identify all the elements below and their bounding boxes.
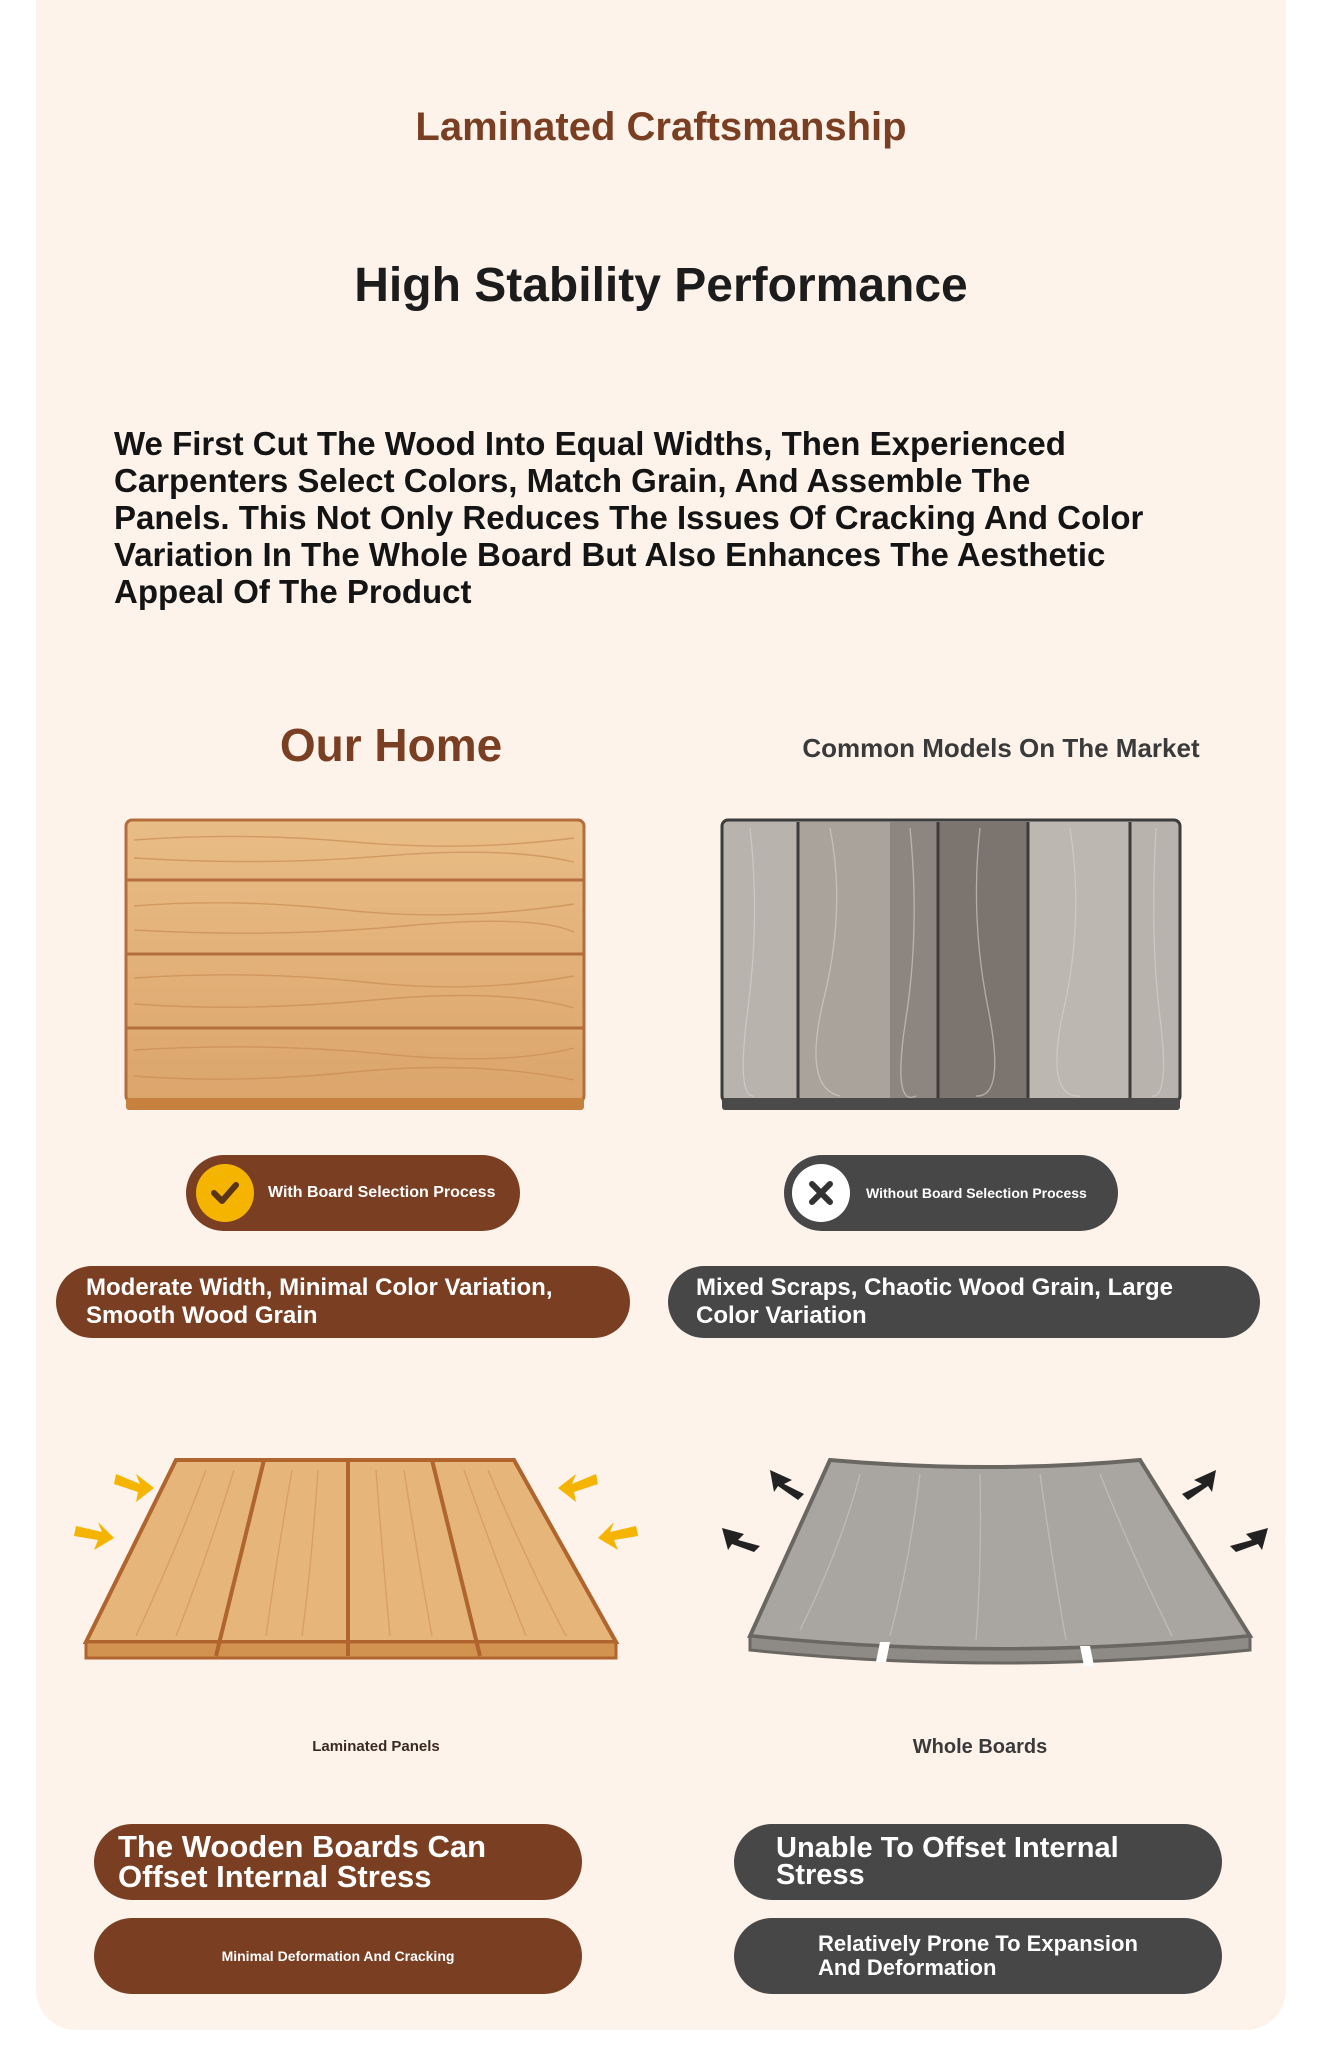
right-drawback-pill-2 xyxy=(734,1918,1222,1994)
right-feature-text: Mixed Scraps, Chaotic Wood Grain, Large Color Variation xyxy=(696,1274,1173,1329)
laminated-panels-caption: Laminated Panels xyxy=(312,1738,440,1755)
x-mark-icon xyxy=(792,1164,850,1222)
content-card xyxy=(36,0,1286,2030)
checkmark-icon xyxy=(196,1164,254,1222)
without-selection-badge xyxy=(784,1155,1118,1231)
whole-boards-caption: Whole Boards xyxy=(912,1736,1048,1758)
section-kicker: Laminated Craftsmanship xyxy=(415,105,907,149)
left-benefit-pill-1 xyxy=(94,1824,582,1900)
with-selection-label: With Board Selection Process xyxy=(268,1184,496,1201)
left-benefit-1-text: The Wooden Boards Can Offset Internal Stress xyxy=(118,1829,487,1894)
without-selection-label: Without Board Selection Process xyxy=(866,1185,1087,1201)
right-drawback-pill-1 xyxy=(734,1824,1222,1900)
right-drawback-1-text: Unable To Offset Internal Stress xyxy=(776,1832,1119,1891)
laminated-board-image xyxy=(124,818,586,1114)
left-feature-pill xyxy=(56,1266,630,1338)
market-models-title: Common Models On The Market xyxy=(802,733,1200,763)
right-drawback-2-text: Relatively Prone To Expansion And Deformation xyxy=(818,1931,1138,1980)
with-selection-badge xyxy=(186,1155,520,1231)
left-benefit-pill-2 xyxy=(94,1918,582,1994)
page-title: High Stability Performance xyxy=(354,259,968,312)
our-home-title: Our Home xyxy=(279,719,503,771)
description-text: We First Cut The Wood Into Equal Widths, Then Experienced Carpenters Select Colors, Match Grain, And Assemble The Panels. This Not Only Reduces The Issues Of Cracking And Color Variation In The Whole Board But Also Enhances The Aesthetic Appeal Of The Product xyxy=(114,425,1144,610)
whole-board-image xyxy=(720,818,1182,1114)
left-feature-text: Moderate Width, Minimal Color Variation, Smooth Wood Grain xyxy=(86,1274,553,1329)
right-feature-pill xyxy=(668,1266,1260,1338)
left-benefit-2-text: Minimal Deformation And Cracking xyxy=(221,1948,455,1964)
whole-board-illustration xyxy=(720,1440,1286,1680)
laminated-panel-illustration xyxy=(56,1440,656,1680)
